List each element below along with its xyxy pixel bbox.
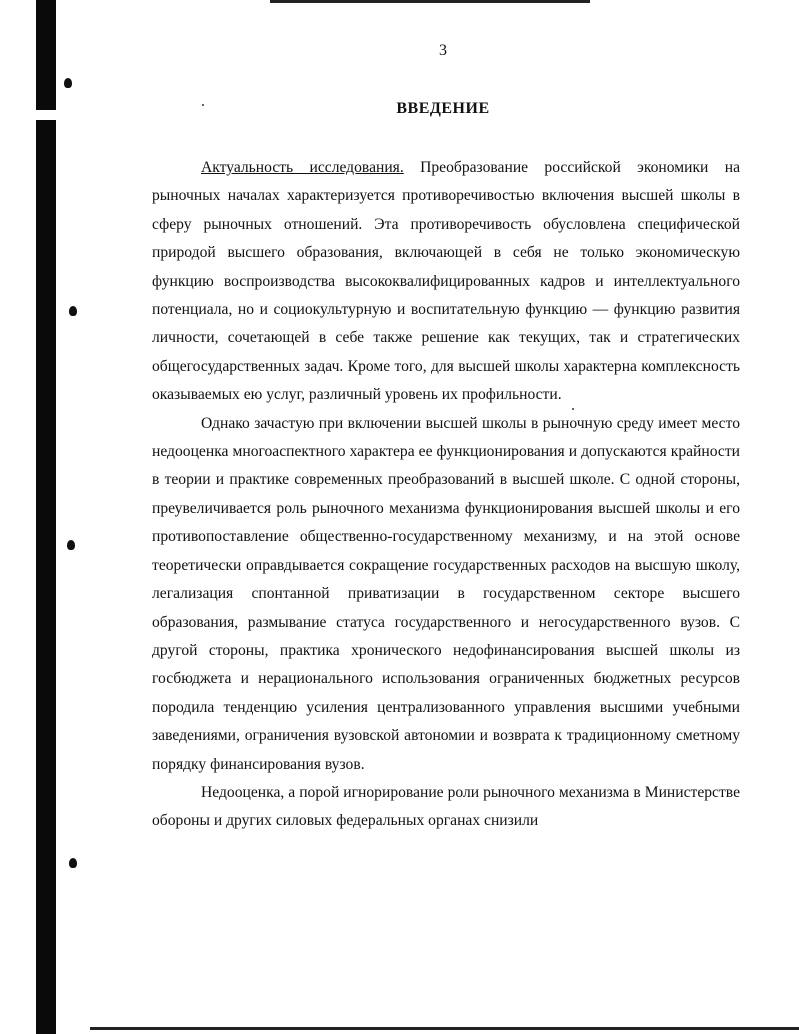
page-number: 3 [439, 42, 447, 59]
body-text [152, 154, 740, 836]
paragraph-extremes [152, 410, 740, 779]
punch-hole-mark [69, 306, 77, 316]
scan-left-border-bottom [36, 120, 56, 1034]
punch-hole-mark [69, 858, 77, 868]
punch-hole-mark [67, 540, 75, 550]
paragraph-text: Недооценка, а порой игнорирование роли рыночного механизма в Министерстве обороны и других силовых федеральных органах снизили [152, 783, 740, 830]
scan-speck [202, 104, 204, 106]
paragraph-underestimation [152, 779, 740, 836]
paragraph-text: Преобразование российской экономики на рыночных началах характеризуется противоречивостью включения высшей школы в сферу рыночных отношений. Эта противоречивость обусловлена специфической природой высшего образования, включающей в себя не только экономическую функцию воспроизводства высококвалифицированных кадров и интеллектуального потенциала, но и социокультурную и воспитательную функцию — функцию развития личности, сочетающей в себе также решение как текущих, так и стратегических общегосударственных задач. Кроме того, для высшей школы характерна комплексность оказываемых ею услуг, различный уровень их профильности. [152, 159, 740, 404]
paragraph-text: Однако зачастую при включении высшей школы в рыночную среду имеет место недооценка многоаспектного характера ее функционирования и допускаются крайности в теории и практике современных преобразований в высшей школе. С одной стороны, преувеличивается роль рыночного механизма функционирования высшей школы и его противопоставление общественно-государственному механизму, и на этой основе теоретически оправдывается сокращение государственных расходов на высшую школу, легализация спонтанной приватизации в государственном секторе высшего образования, размывание статуса государственного и негосударственного вузов. С другой стороны, практика хронического недофинансирования высшей школы из госбюджета и нерационального использования ограниченных бюджетных ресурсов породила тенденцию усиления централизованного управления высшими учебными заведениями, ограничения вузовской автономии и возврата к традиционному сметному порядку финансирования вузов. [152, 414, 740, 773]
section-heading: ВВЕДЕНИЕ [396, 100, 490, 117]
relevance-lead: Актуальность исследования. [201, 159, 404, 176]
paragraph-relevance [152, 154, 740, 410]
scan-bottom-edge-line [90, 1027, 799, 1030]
scan-top-edge-line [270, 0, 590, 3]
punch-hole-mark [64, 78, 72, 88]
